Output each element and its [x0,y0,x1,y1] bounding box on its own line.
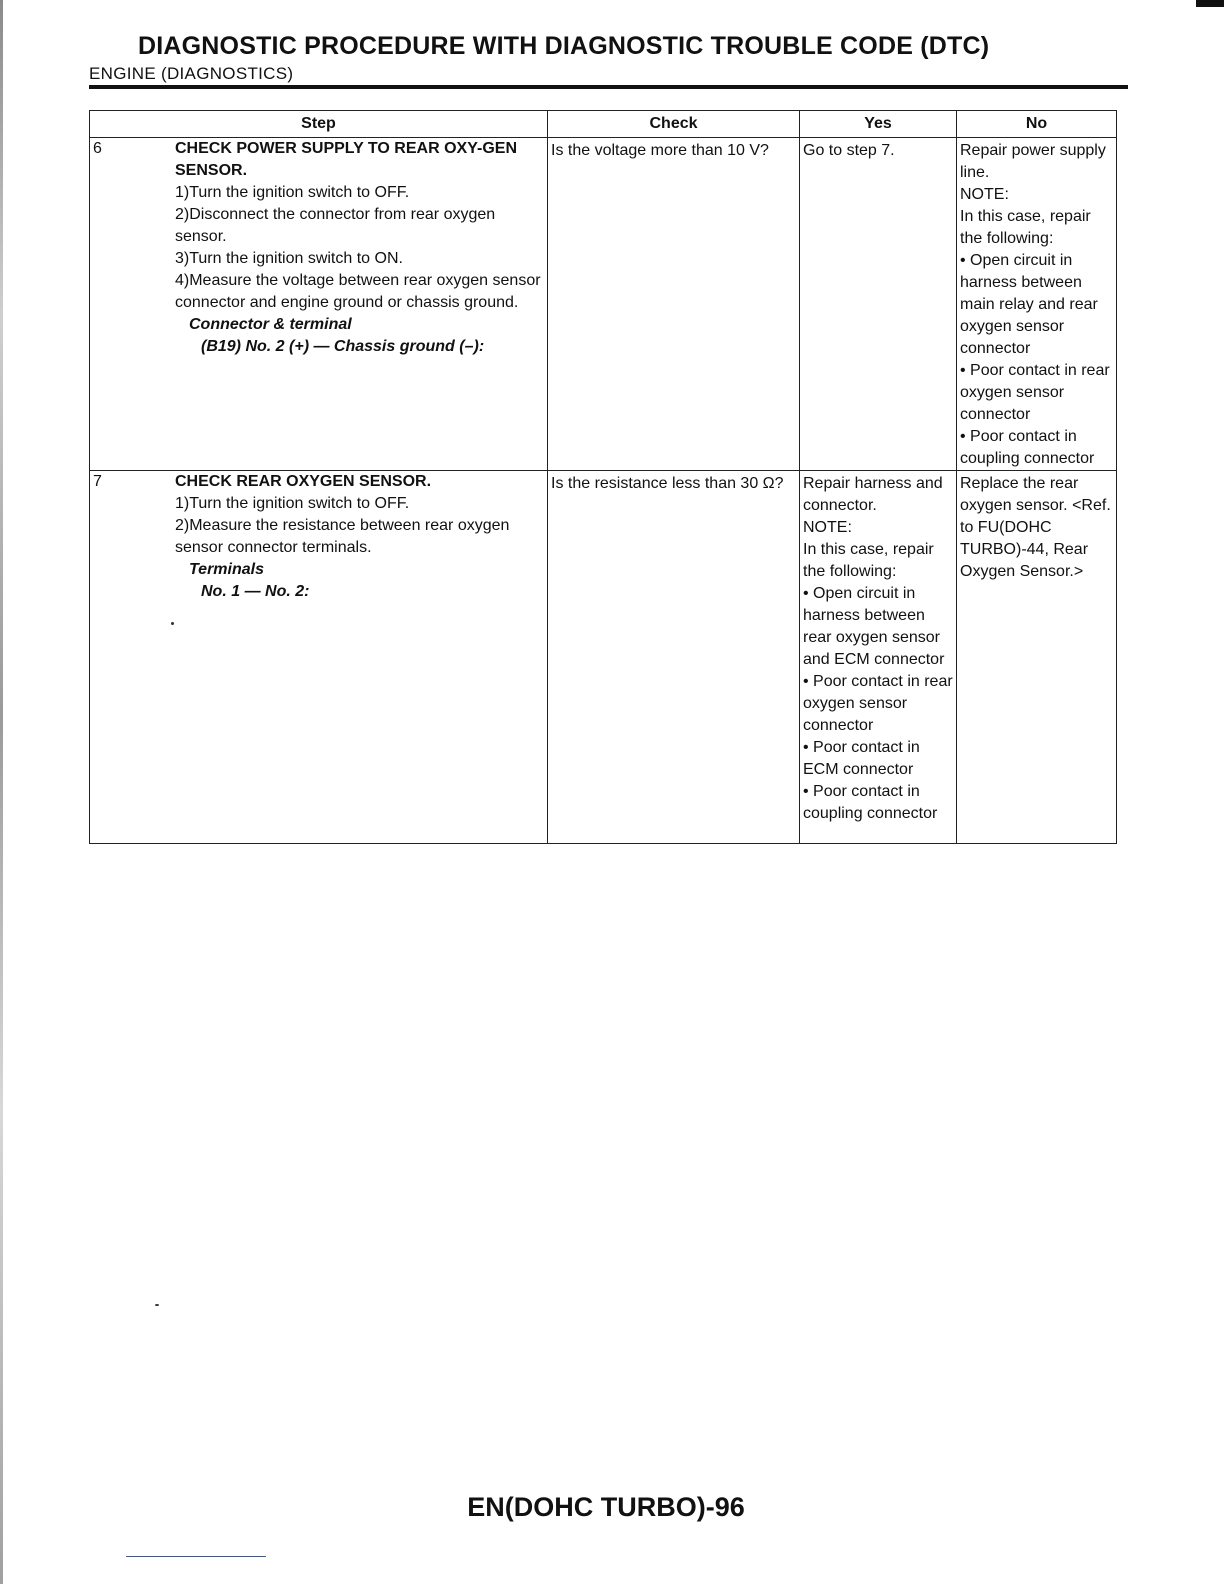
step-cell [90,471,548,844]
yes-text: Go to step 7. [803,142,895,159]
no-text: Replace the rear oxygen sensor. <Ref. to FU(DOHC TURBO)-44, Rear Oxygen Sensor.> [960,475,1111,580]
step-cell [90,138,548,471]
check-text: Is the resistance less than 30 Ω? [551,475,784,492]
scan-speck [171,622,174,625]
scan-edge [0,0,3,1584]
header-yes: Yes [800,111,957,138]
list-item: • Poor contact in coupling connector [960,426,1113,470]
page-subtitle: ENGINE (DIAGNOSTICS) [89,64,294,83]
list-item: • Poor contact in ECM connector [803,737,953,781]
step-number: 6 [93,140,102,157]
page-title: DIAGNOSTIC PROCEDURE WITH DIAGNOSTIC TROUBLE CODE (DTC) [138,32,990,60]
header-no: No [957,111,1117,138]
note-text: In this case, repair the following: [803,541,934,580]
no-cell [957,471,1117,844]
no-text: Repair power supply line. [960,142,1106,181]
instruction: 2)Disconnect the connector from rear oxygen sensor. [175,206,496,245]
instruction: 2)Measure the resistance between rear oxygen sensor connector terminals. [175,517,510,556]
step-title: CHECK POWER SUPPLY TO REAR OXY-GEN SENSOR. [175,140,517,179]
note-label: NOTE: [960,186,1009,203]
footer-rule [126,1556,266,1557]
step-number: 7 [93,473,102,490]
check-cell [548,138,800,471]
yes-cell [800,138,957,471]
scan-speck [155,1304,159,1306]
note-label: NOTE: [803,519,852,536]
spec-value: (B19) No. 2 (+) — Chassis ground (–): [201,338,485,355]
table-header-row [90,111,1117,138]
no-cell [957,138,1117,471]
yes-cell [800,471,957,844]
table-row [90,138,1117,471]
step-title: CHECK REAR OXYGEN SENSOR. [175,473,432,490]
header-check: Check [548,111,800,138]
header-rule [89,85,1128,89]
page-footer: EN(DOHC TURBO)-96 [467,1492,745,1522]
list-item: • Poor contact in rear oxygen sensor connector [960,360,1113,426]
spec-label: Terminals [189,561,264,578]
corner-mark [1196,0,1224,7]
check-cell [548,471,800,844]
spec-label: Connector & terminal [189,316,352,333]
instruction: 4)Measure the voltage between rear oxygen sensor connector and engine ground or chassis ground. [175,272,541,311]
list-item: • Poor contact in rear oxygen sensor connector [803,671,953,737]
list-item: • Poor contact in coupling connector [803,781,953,825]
spec-value: No. 1 — No. 2: [201,583,310,600]
header-step: Step [90,111,548,138]
list-item: • Open circuit in harness between main relay and rear oxygen sensor connector [960,250,1113,360]
instruction: 1)Turn the ignition switch to OFF. [175,184,410,201]
instruction: 1)Turn the ignition switch to OFF. [175,495,410,512]
dtc-table [89,110,1117,844]
list-item: • Open circuit in harness between rear oxygen sensor and ECM connector [803,583,953,671]
check-text: Is the voltage more than 10 V? [551,142,769,159]
note-text: In this case, repair the following: [960,208,1091,247]
instruction: 3)Turn the ignition switch to ON. [175,250,403,267]
yes-text: Repair harness and connector. [803,475,943,514]
table-row [90,471,1117,844]
